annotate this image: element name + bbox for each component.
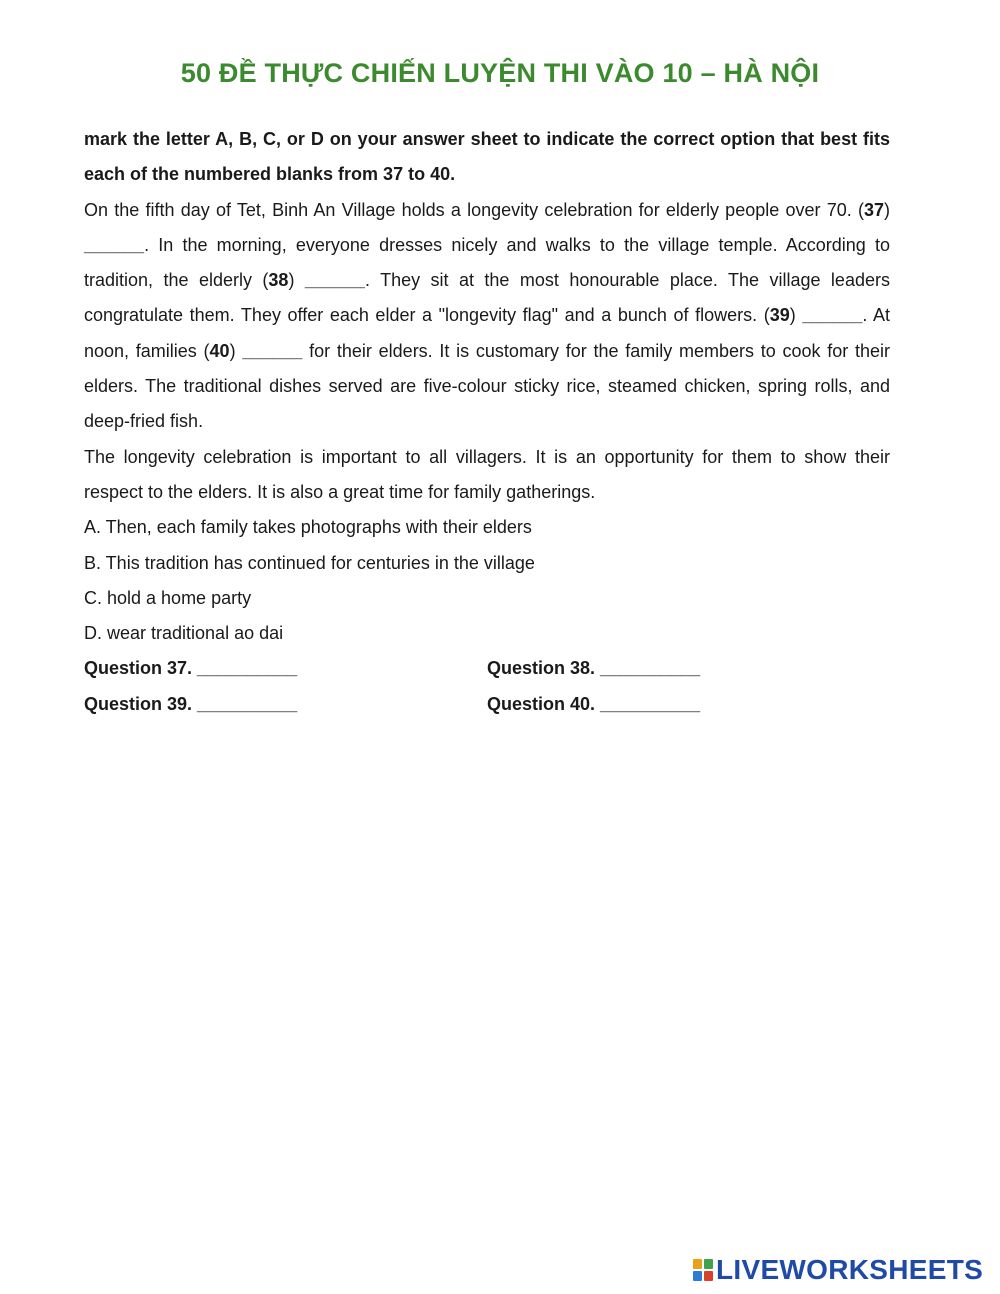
passage-paragraph-2: The longevity celebration is important to all villagers. It is an opportunity for them to show their respect to the elders. It is also a great time for family gatherings. xyxy=(84,446,890,502)
passage-text: . They sit at the most honourable place. The village leaders congratulate them. They offer each elder a "longevity flag" and a bunch of flowers. ( xyxy=(84,270,890,326)
option-d: D. wear traditional ao dai xyxy=(84,623,284,644)
question-row xyxy=(84,651,890,686)
question-37-answer[interactable]: Question 37. __________ xyxy=(84,658,298,679)
blank-number-40: 40 xyxy=(209,340,230,361)
passage-text: for their elders. It is customary for the family members to cook for their elders. The traditional dishes served are five-colour sticky rice, steamed chicken, spring rolls, and deep-fried fish. xyxy=(84,340,891,432)
passage-text: On the fifth day of Tet, Binh An Village holds a longevity celebration for elderly people over 70. ( xyxy=(84,199,864,220)
option-a: A. Then, each family takes photographs with their elders xyxy=(84,517,532,538)
passage-text: ) xyxy=(789,305,803,326)
option-b: B. This tradition has continued for centuries in the village xyxy=(84,552,535,573)
passage-paragraph-1 xyxy=(84,193,890,440)
worksheet-content xyxy=(84,122,890,722)
question-row xyxy=(84,687,890,722)
logo-tile xyxy=(693,1259,702,1269)
instruction-text: mark the letter A, B, C, or D on your answer sheet to indicate the correct option that best fits each of the numbered blanks from 37 to 40. xyxy=(84,129,890,185)
blank-number-39: 39 xyxy=(769,305,790,326)
option-c: C. hold a home party xyxy=(84,587,252,608)
blank-number-37: 37 xyxy=(863,199,884,220)
blank-38[interactable]: ______ xyxy=(304,270,365,291)
passage-text: ) xyxy=(288,270,305,291)
passage-text: . In the morning, everyone dresses nicely and walks to the village temple. According to tradition, the elderly ( xyxy=(84,234,890,291)
logo-tile xyxy=(704,1259,713,1269)
passage-text: . At noon, families ( xyxy=(84,305,891,361)
blank-39[interactable]: ______ xyxy=(802,305,863,326)
blank-37[interactable]: ______ xyxy=(84,234,145,255)
question-39-answer[interactable]: Question 39. __________ xyxy=(84,693,298,714)
passage-text: ) xyxy=(229,340,243,361)
blank-number-38: 38 xyxy=(268,270,289,291)
question-40-answer[interactable]: Question 40. __________ xyxy=(487,693,701,714)
passage-text: ) xyxy=(884,199,890,220)
blank-40[interactable]: ______ xyxy=(242,340,303,361)
question-38-answer[interactable]: Question 38. __________ xyxy=(487,658,701,679)
logo-text: LIVEWORKSHEETS xyxy=(716,1254,984,1285)
liveworksheets-logo-icon xyxy=(693,1259,713,1281)
logo-tile xyxy=(693,1271,702,1281)
page-title: 50 ĐỀ THỰC CHIẾN LUYỆN THI VÀO 10 – HÀ NỘI xyxy=(180,58,820,88)
logo-tile xyxy=(704,1271,713,1281)
liveworksheets-logo xyxy=(693,1253,983,1287)
